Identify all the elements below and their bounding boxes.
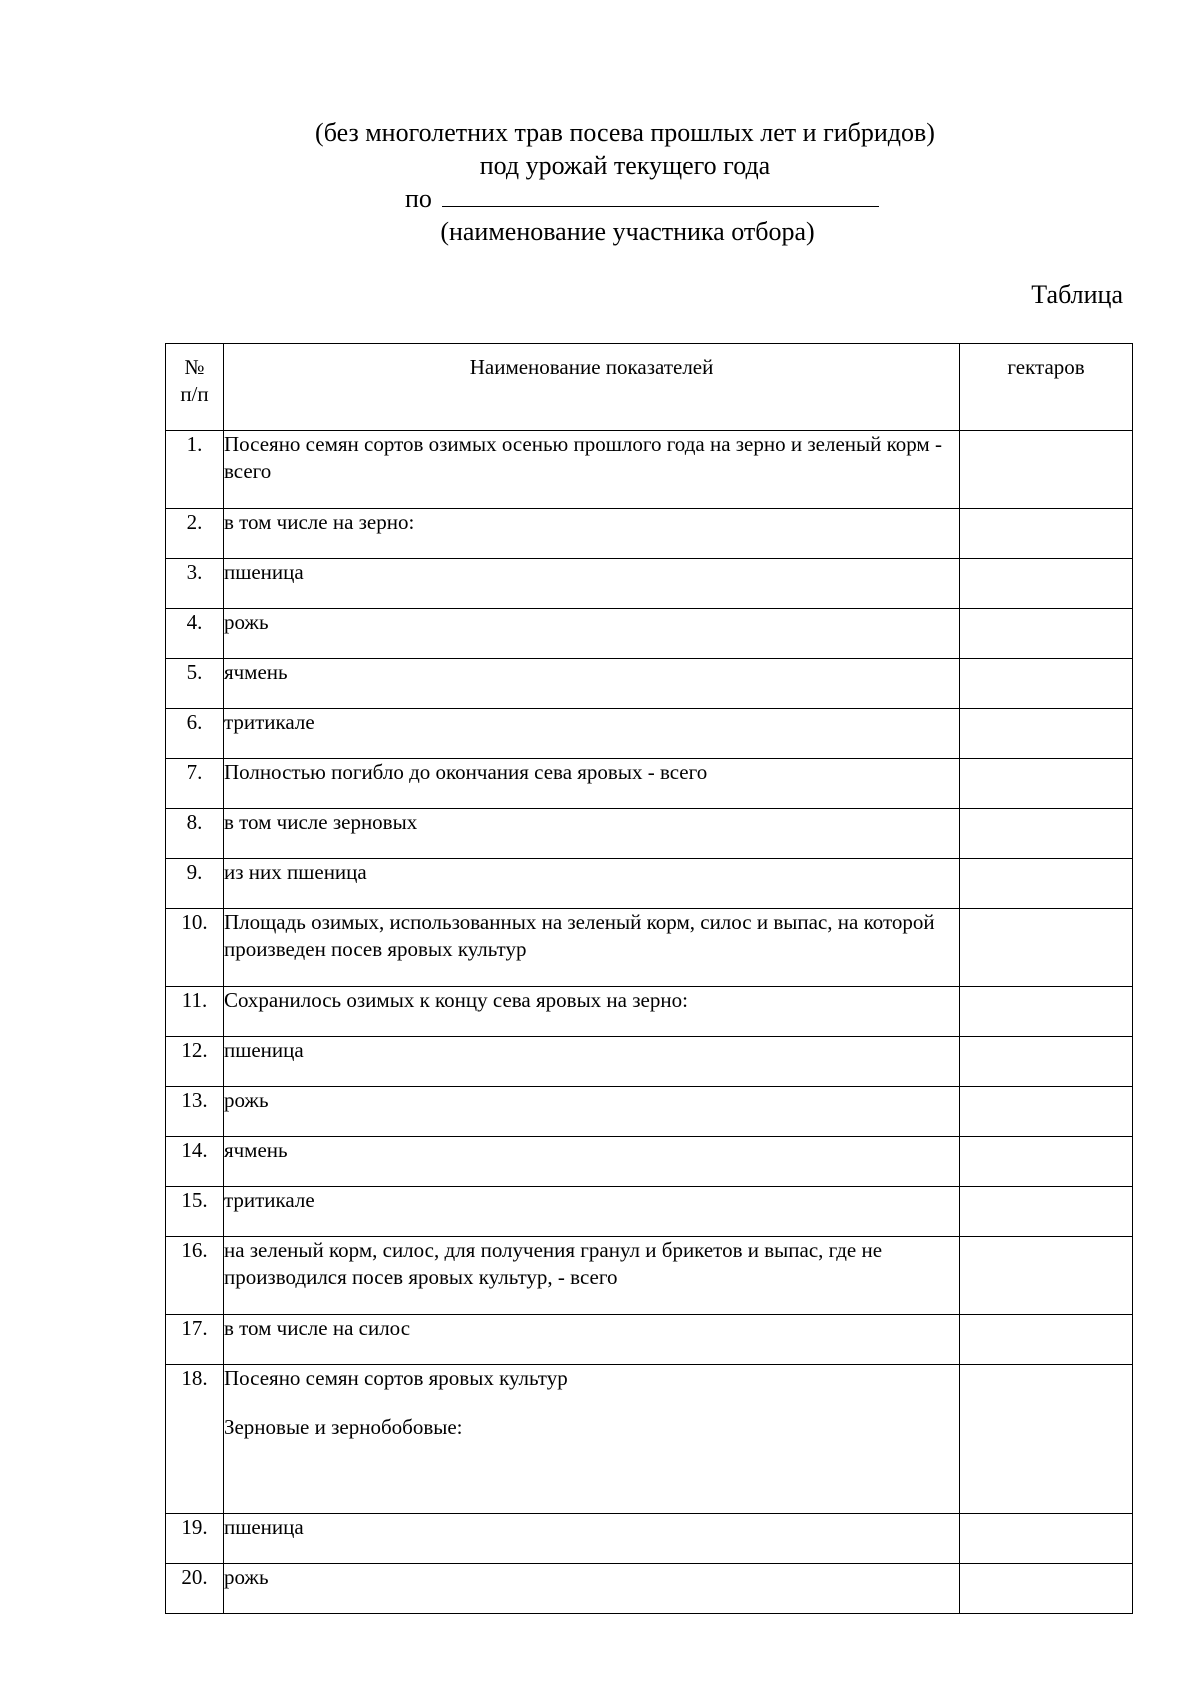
row-indicator-name [223,859,959,909]
row-indicator-name [223,559,959,609]
table-row [166,559,1133,609]
row-hectares-value[interactable] [960,759,1133,809]
row-number: 20. [166,1564,224,1614]
row-hectares-value[interactable] [960,609,1133,659]
row-indicator-name [223,1137,959,1187]
table-row [166,1564,1133,1614]
indicator-text: тритикале [223,1188,315,1212]
row-number: 14. [166,1137,224,1187]
indicator-text: Посеяно семян сортов яровых культур [223,1366,568,1390]
indicator-text: в том числе на силос [223,1316,411,1340]
row-number: 17. [166,1315,224,1365]
row-indicator-name [223,659,959,709]
row-number: 1. [166,431,224,509]
indicator-text: пшеница [223,1515,304,1539]
table-row [166,659,1133,709]
indicator-text: Площадь озимых, использованных на зеленый корм, силос и выпас, на которой произведен посев яровых культур [223,910,935,961]
indicator-text: ячмень [223,660,288,684]
indicator-text: в том числе на зерно: [223,510,415,534]
row-hectares-value[interactable] [960,1087,1133,1137]
heading-line-2: под урожай текущего года [479,151,771,180]
row-number: 7. [166,759,224,809]
table-row [166,1237,1133,1315]
indicator-text: рожь [223,610,269,634]
indicator-text: Полностью погибло до окончания сева яровых - всего [223,760,708,784]
indicator-text: в том числе зерновых [223,810,418,834]
indicator-subtext: Зерновые и зернобобовые: [223,1415,463,1439]
row-hectares-value[interactable] [960,1514,1133,1564]
table-row [166,987,1133,1037]
table-row [166,609,1133,659]
table-row [166,1087,1133,1137]
row-hectares-value[interactable] [960,559,1133,609]
table-row [166,709,1133,759]
row-number: 9. [166,859,224,909]
row-number: 4. [166,609,224,659]
row-hectares-value[interactable] [960,859,1133,909]
row-indicator-name [223,987,959,1037]
table-body [166,431,1133,1614]
table-row [166,1137,1133,1187]
indicator-text: ячмень [223,1138,288,1162]
row-hectares-value[interactable] [960,1237,1133,1315]
row-hectares-value[interactable] [960,709,1133,759]
row-number: 16. [166,1237,224,1315]
row-indicator-name [223,1514,959,1564]
indicator-text: рожь [223,1088,269,1112]
table-row [166,431,1133,509]
row-number: 15. [166,1187,224,1237]
row-indicator-name [223,1315,959,1365]
table-row [166,1037,1133,1087]
indicator-text: Сохранилось озимых к концу сева яровых на зерно: [223,988,688,1012]
row-indicator-name [223,909,959,987]
header-number-line-1: № [184,355,205,379]
row-indicator-name [223,1365,959,1514]
table-label: Таблица [1031,280,1123,309]
row-indicator-name [223,1237,959,1315]
row-hectares-value[interactable] [960,987,1133,1037]
row-hectares-value[interactable] [960,659,1133,709]
row-indicator-name [223,809,959,859]
row-hectares-value[interactable] [960,1365,1133,1514]
row-hectares-value[interactable] [960,809,1133,859]
heading-line-3 [405,184,879,214]
row-hectares-value[interactable] [960,909,1133,987]
table-row [166,859,1133,909]
header-number-line-2: п/п [180,382,209,406]
table-row [166,509,1133,559]
participant-blank-line [442,184,879,207]
row-indicator-name [223,1087,959,1137]
row-number: 12. [166,1037,224,1087]
indicators-table [165,343,1133,1614]
row-hectares-value[interactable] [960,1037,1133,1087]
table-row [166,1187,1133,1237]
row-indicator-name [223,1037,959,1087]
row-number: 19. [166,1514,224,1564]
header-number [166,344,224,431]
header-name: Наименование показателей [223,344,959,431]
row-hectares-value[interactable] [960,1137,1133,1187]
row-indicator-name [223,709,959,759]
heading-prefix: по [405,184,432,213]
row-indicator-name [223,509,959,559]
row-number: 3. [166,559,224,609]
indicator-text: тритикале [223,710,315,734]
table-row [166,809,1133,859]
row-indicator-name [223,609,959,659]
table-row [166,759,1133,809]
header-unit: гектаров [960,344,1133,431]
table-header-row [166,344,1133,431]
heading-line-4: (наименование участника отбора) [440,217,815,246]
row-hectares-value[interactable] [960,509,1133,559]
row-indicator-name [223,1564,959,1614]
indicator-text: пшеница [223,1038,304,1062]
row-indicator-name [223,759,959,809]
row-hectares-value[interactable] [960,1187,1133,1237]
row-number: 11. [166,987,224,1037]
row-indicator-name [223,1187,959,1237]
table-row [166,1514,1133,1564]
heading-line-1: (без многолетних трав посева прошлых лет и гибридов) [315,118,935,147]
table-row [166,909,1133,987]
row-indicator-name [223,431,959,509]
table-row [166,1315,1133,1365]
row-number: 6. [166,709,224,759]
indicator-text: на зеленый корм, силос, для получения гранул и брикетов и выпас, где не производился посев яровых культур, - всего [223,1238,883,1289]
row-hectares-value[interactable] [960,1564,1133,1614]
row-hectares-value[interactable] [960,431,1133,509]
row-hectares-value[interactable] [960,1315,1133,1365]
row-number: 8. [166,809,224,859]
row-number: 13. [166,1087,224,1137]
indicator-text: рожь [223,1565,269,1589]
indicator-text: Посеяно семян сортов озимых осенью прошлого года на зерно и зеленый корм - всего [223,432,942,483]
table-row [166,1365,1133,1514]
row-number: 18. [166,1365,224,1514]
indicator-text: из них пшеница [223,860,367,884]
row-number: 5. [166,659,224,709]
indicator-text: пшеница [223,560,304,584]
row-number: 10. [166,909,224,987]
row-number: 2. [166,509,224,559]
